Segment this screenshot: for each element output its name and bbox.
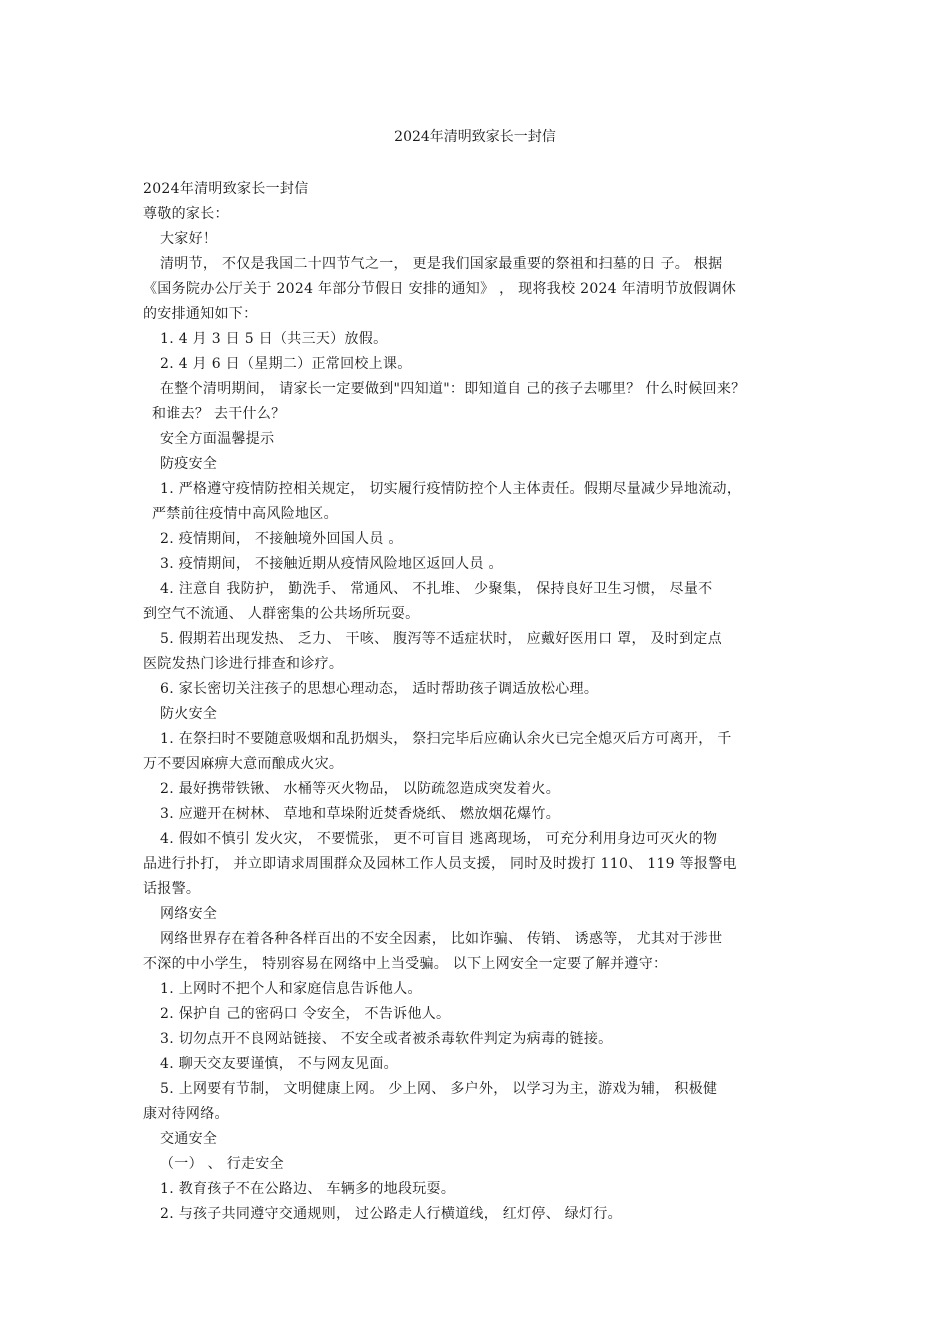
text-line: 严禁前往疫情中高风险地区。 <box>152 506 338 522</box>
text-line: 6. 家长密切关注孩子的思想心理动态， 适时帮助孩子调适放松心理。 <box>160 681 599 697</box>
section-heading: 防火安全 <box>160 706 218 722</box>
text-line: 万不要因麻痹大意而酿成火灾。 <box>143 756 344 772</box>
text-line: 2. 4 月 6 日（星期二）正常回校上课。 <box>160 356 412 372</box>
text-line: 4. 假如不慎引 发火灾， 不要慌张， 更不可盲目 逃离现场， 可充分利用身边可灭火的物 <box>160 831 718 847</box>
text-line: 5. 假期若出现发热、 乏力、 干咳、 腹泻等不适症状时， 应戴好医用口 罩， 及时到定点 <box>160 631 723 647</box>
text-line: 大家好！ <box>160 231 218 247</box>
text-line: 品进行扑打， 并立即请求周围群众及园林工作人员支援， 同时及时拨打 110、 119 等报警电 <box>143 856 737 872</box>
text-line: 5. 上网要有节制， 文明健康上网。 少上网、 多户外， 以学习为主，游戏为辅， 积极健 <box>160 1081 718 1097</box>
text-line: 3. 疫情期间， 不接触近期从疫情风险地区返回人员 。 <box>160 556 503 572</box>
text-line: 3. 切勿点开不良网站链接、 不安全或者被杀毒软件判定为病毒的链接。 <box>160 1031 613 1047</box>
section-heading: 安全方面温馨提示 <box>160 431 275 447</box>
text-line: 2024年清明致家长一封信 <box>143 181 309 197</box>
text-line: 到空气不流通、 人群密集的公共场所玩耍。 <box>143 606 420 622</box>
text-line: 1. 教育孩子不在公路边、 车辆多的地段玩耍。 <box>160 1181 456 1197</box>
text-line: 不深的中小学生， 特别容易在网络中上当受骗。 以下上网安全一定要了解并遵守： <box>143 956 668 972</box>
text-line: 和谁去？ 去干什么？ <box>152 406 286 422</box>
subsection-heading: （一） 、 行走安全 <box>160 1156 284 1172</box>
section-heading: 交通安全 <box>160 1131 218 1147</box>
text-line: 在整个清明期间， 请家长一定要做到"四知道"：即知道自 己的孩子去哪里？ 什么时候回来？ <box>160 381 746 397</box>
text-line: 2. 与孩子共同遵守交通规则， 过公路走人行横道线， 红灯停、 绿灯行。 <box>160 1206 622 1222</box>
text-line: 1. 4 月 3 日 5 日（共三天）放假。 <box>160 331 388 347</box>
text-line: 2. 疫情期间， 不接触境外回国人员 。 <box>160 531 403 547</box>
text-line: 网络世界存在着各种各样百出的不安全因素， 比如诈骗、 传销、 诱惑等， 尤其对于涉世 <box>160 931 723 947</box>
text-line: 4. 聊天交友要谨慎， 不与网友见面。 <box>160 1056 398 1072</box>
text-line: 《国务院办公厅关于 2024 年部分节假日 安排的通知》 ， 现将我校 2024 年清明节放假调休 <box>143 281 737 297</box>
text-line: 2. 最好携带铁锹、 水桶等灭火物品， 以防疏忽造成突发着火。 <box>160 781 561 797</box>
text-line: 尊敬的家长： <box>143 206 229 222</box>
text-line: 4. 注意自 我防护， 勤洗手、 常通风、 不扎堆、 少聚集， 保持良好卫生习惯， 尽量不 <box>160 581 713 597</box>
section-heading: 防疫安全 <box>160 456 218 472</box>
section-heading: 网络安全 <box>160 906 218 922</box>
text-line: 的安排通知如下： <box>143 306 258 322</box>
text-line: 话报警。 <box>143 881 201 897</box>
text-line: 1. 上网时不把个人和家庭信息告诉他人。 <box>160 981 422 997</box>
text-line: 医院发热门诊进行排查和诊疗。 <box>143 656 344 672</box>
text-line: 2. 保护自 己的密码口 令安全， 不告诉他人。 <box>160 1006 451 1022</box>
text-line: 清明节， 不仅是我国二十四节气之一， 更是我们国家最重要的祭祖和扫墓的日 子。 根据 <box>160 256 723 272</box>
text-line: 3. 应避开在树林、 草地和草垛附近焚香烧纸、 燃放烟花爆竹。 <box>160 806 561 822</box>
text-line: 康对待网络。 <box>143 1106 229 1122</box>
text-line: 1. 严格遵守疫情防控相关规定， 切实履行疫情防控个人主体责任。假期尽量减少异地流动， <box>160 481 742 497</box>
document-title: 2024年清明致家长一封信 <box>394 129 556 145</box>
text-line: 1. 在祭扫时不要随意吸烟和乱扔烟头， 祭扫完毕后应确认余火已完全熄灭后方可离开， 千 <box>160 731 732 747</box>
